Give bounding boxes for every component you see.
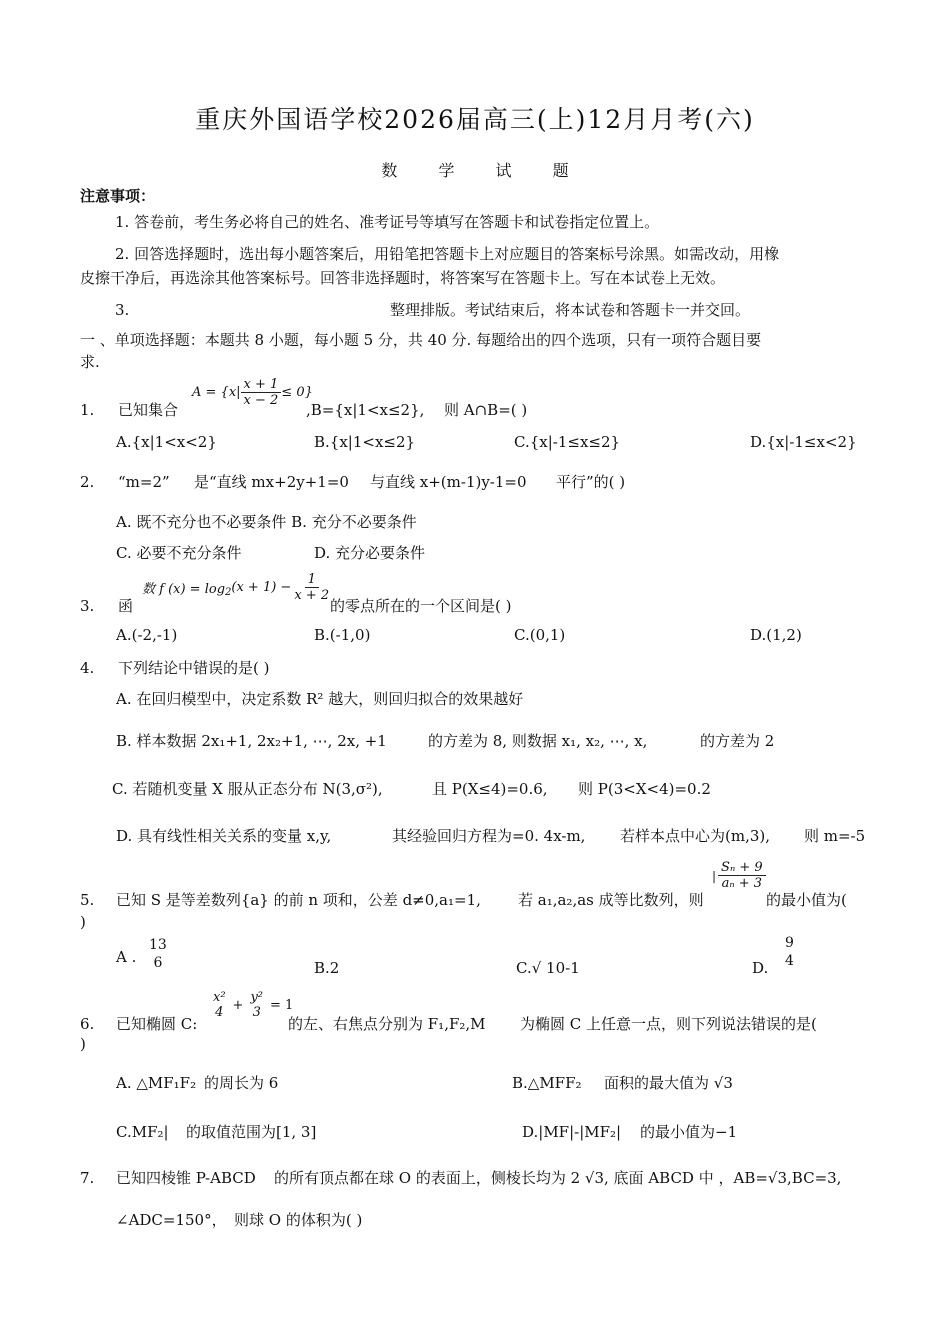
q1-lead: 已知集合	[118, 401, 179, 419]
q5-part1: 已知 S 是等差数列{a} 的前 n 项和，公差 d≠0,a₁=1,	[116, 891, 481, 909]
q3-option-d: D.(1,2)	[750, 626, 802, 644]
q4-option-d-part4: 则 m=-5	[804, 827, 866, 845]
q1-ask: 则 A∩B=( )	[444, 401, 528, 419]
fraction-denominator: 3	[252, 1005, 261, 1020]
fraction-denominator: x − 2	[243, 393, 279, 408]
fraction-numerator: Sₙ + 9	[718, 860, 766, 876]
q1-option-b: B.{x|1<x≤2}	[314, 433, 416, 451]
q4-option-c-part3: 则 P(3<X<4)=0.2	[578, 780, 711, 798]
fraction-denominator: aₙ + 3	[721, 876, 763, 891]
q7-part1: 已知四棱锥 P-ABCD	[116, 1169, 256, 1187]
notice-item-3-text: 整理排版。考试结束后，将本试卷和答题卡一并交回。	[390, 301, 751, 319]
subject-title	[0, 158, 950, 181]
q6-option-c-part1: C.MF₂|	[116, 1123, 169, 1141]
q4-option-b-part3: 的方差为 2	[700, 732, 775, 750]
q2-part1: “m=2”	[118, 473, 170, 491]
section-heading: 一 、单项选择题：本题共 8 小题，每小题 5 分，共 40 分. 每题给出的四个选项，只有一项符合题目要	[80, 331, 762, 349]
fraction-numerator: 9	[785, 935, 794, 951]
q1-set-expression	[192, 377, 313, 408]
q3-log-base: 2	[225, 587, 232, 598]
q3-fraction	[291, 572, 332, 603]
subject-char: 数	[381, 161, 398, 180]
subject-char: 试	[495, 161, 512, 180]
q1-option-d: D.{x|-1≤x<2}	[750, 433, 857, 451]
q1-fraction	[241, 377, 282, 408]
fraction-denominator: 4	[215, 1005, 224, 1020]
notice-item-3-num: 3.	[115, 301, 130, 319]
q5-option-a-value	[146, 936, 170, 972]
q2-option-d: D. 充分必要条件	[314, 544, 426, 562]
q6-option-b-part1: B.△MFF₂	[512, 1074, 582, 1092]
q3-option-c: C.(0,1)	[514, 626, 566, 644]
q3-function-expression	[142, 572, 332, 603]
question-number: 1.	[80, 401, 95, 419]
question-number: 6.	[80, 1015, 95, 1033]
fraction-numerator: 1	[305, 572, 319, 588]
q4-option-b-part2: 的方差为 8, 则数据 x₁, x₂, ⋯, x,	[428, 732, 648, 750]
q3-option-a: A.(-2,-1)	[116, 626, 178, 644]
question-number: 5.	[80, 891, 95, 909]
q6-option-d-part1: D.|MF|-|MF₂|	[522, 1123, 622, 1141]
q3-lead: 函	[118, 597, 134, 615]
q4-option-c-part2: 且 P(X≤4)=0.6,	[432, 780, 548, 798]
q2-option-ab: A. 既不充分也不必要条件 B. 充分不必要条件	[116, 513, 417, 531]
q4-option-b-part1: B. 样本数据 2x₁+1, 2x₂+1, ⋯, 2x, +1	[116, 732, 387, 750]
subject-char: 学	[438, 161, 455, 180]
q4-option-a: A. 在回归模型中，决定系数 R² 越大，则回归拟合的效果越好	[116, 690, 524, 708]
q3-rest: 的零点所在的一个区间是( )	[330, 597, 512, 615]
q6-plus: +	[232, 997, 244, 1013]
fraction-numerator: x²	[213, 990, 226, 1005]
q5-option-a-label: A .	[116, 948, 137, 966]
q6-part3: 为椭圆 C 上任意一点，则下列说法错误的是(	[520, 1015, 817, 1033]
q7-part2: 的所有顶点都在球 O 的表面上，侧棱长均为 2 √3, 底面 ABCD 中 ，AB=√3,BC=3,	[274, 1169, 842, 1187]
q4-option-d-part2: 其经验回归方程为=0. 4x-m,	[392, 827, 586, 845]
q5-option-c: C.√ 10-1	[516, 959, 580, 977]
notice-item-2-cont: 皮擦干净后，再选涂其他答案标号。回答非选择题时，将答案写在答题卡上。写在本试卷上无效。	[80, 269, 726, 287]
fraction-numerator: 13	[149, 937, 167, 953]
q6-option-b-part2: 面积的最大值为 √3	[604, 1074, 733, 1092]
q6-part2: 的左、右焦点分别为 F₁,F₂,M	[288, 1015, 486, 1033]
q3-func-prefix: 数 f (x) = log	[142, 582, 226, 597]
fraction-denominator: 4	[785, 953, 794, 969]
q4-stem: 下列结论中错误的是( )	[118, 659, 270, 677]
q6-fraction-y	[247, 990, 266, 1020]
fraction-numerator: y²	[250, 990, 264, 1005]
question-number: 7.	[80, 1169, 95, 1187]
section-heading-cont: 求.	[80, 353, 100, 371]
q5-option-d-value	[782, 934, 797, 970]
q1-set-prefix: A = {x|	[192, 385, 241, 400]
q5-option-a-fraction	[146, 936, 170, 972]
notice-item-2: 2. 回答选择题时，选出每小题答案后，用铅笔把答题卡上对应题目的答案标号涂黑。如需改动，用橡	[115, 245, 780, 263]
notice-item-1: 1. 答卷前，考生务必将自己的姓名、准考证号等填写在答题卡和试卷指定位置上。	[115, 213, 660, 231]
q5-option-b: B.2	[314, 959, 340, 977]
q6-ellipse-equation	[210, 990, 293, 1020]
q7-line2-part1: ∠ADC=150°，	[116, 1211, 227, 1229]
q6-cont: )	[80, 1035, 86, 1053]
q2-part2: 是“直线 mx+2y+1=0	[194, 473, 349, 491]
q5-part2: 若 a₁,a₂,as 成等比数列，则	[518, 891, 704, 909]
q6-option-d-part2: 的最小值为−1	[640, 1123, 738, 1141]
q5-option-d-label: D.	[752, 959, 769, 977]
q6-fraction-x	[210, 990, 229, 1020]
q5-bracket: |	[712, 868, 717, 883]
fraction-denominator: 6	[153, 955, 163, 971]
q5-fraction	[718, 860, 766, 891]
q6-option-a-part1: A. △MF₁F₂	[116, 1074, 197, 1092]
fraction-numerator: x + 1	[241, 377, 282, 393]
subject-char: 题	[552, 161, 569, 180]
fraction-denominator: x + 2	[294, 588, 330, 603]
q5-fraction-expression	[712, 860, 766, 891]
q6-equals: = 1	[270, 997, 294, 1013]
q1-option-c: C.{x|-1≤x≤2}	[514, 433, 621, 451]
q6-lead: 已知椭圆 C:	[116, 1015, 198, 1033]
question-number: 4.	[80, 659, 95, 677]
q2-part4: 平行”的( )	[556, 473, 626, 491]
q6-option-a-part2: 的周长为 6	[204, 1074, 279, 1092]
q4-option-d-part1: D. 具有线性相关关系的变量 x,y,	[116, 827, 332, 845]
q5-part3: 的最小值为(	[766, 891, 847, 909]
notice-heading: 注意事项：	[80, 187, 156, 205]
q1-option-a: A.{x|1<x<2}	[116, 433, 217, 451]
question-number: 3.	[80, 597, 95, 615]
q3-option-b: B.(-1,0)	[314, 626, 371, 644]
q5-cont: )	[80, 913, 86, 931]
q2-option-c: C. 必要不充分条件	[116, 544, 242, 562]
q4-option-c-part1: C. 若随机变量 X 服从正态分布 N(3,σ²),	[112, 780, 383, 798]
q7-line2-part2: 则球 O 的体积为( )	[234, 1211, 363, 1229]
q4-option-d-part3: 若样本点中心为(m,3),	[620, 827, 771, 845]
q1-rest: ,B={x|1<x≤2},	[306, 401, 425, 419]
q2-part3: 与直线 x+(m-1)y-1=0	[370, 473, 527, 491]
q3-func-mid: (x + 1) −	[231, 580, 292, 595]
question-number: 2.	[80, 473, 95, 491]
q1-set-suffix: ≤ 0}	[281, 385, 313, 400]
q6-option-c-part2: 的取值范围为[1, 3]	[186, 1123, 317, 1141]
q5-option-d-fraction	[782, 934, 797, 970]
exam-title: 重庆外国语学校2026届高三(上)12月月考(六)	[195, 105, 755, 134]
